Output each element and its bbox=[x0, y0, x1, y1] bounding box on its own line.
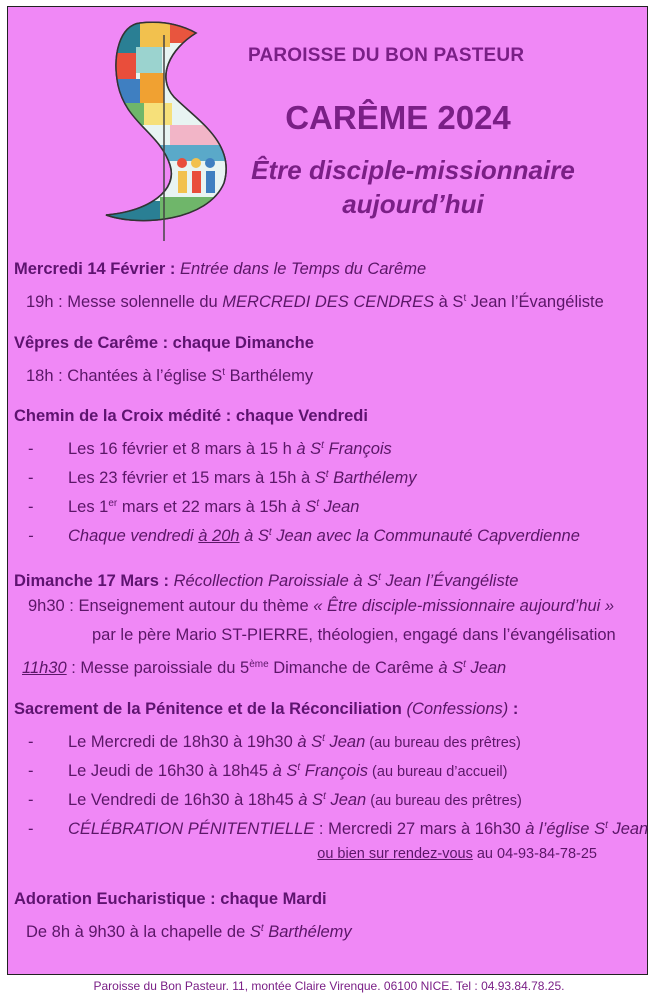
parish-logo bbox=[100, 15, 228, 243]
subtitle-line-2: aujourd’hui bbox=[342, 189, 484, 219]
footer-address: Paroisse du Bon Pasteur. 11, montée Claire Virenque. 06100 NICE. Tel : 04.93.84.78.25. bbox=[93, 979, 565, 993]
page-title: CARÊME 2024 bbox=[285, 99, 511, 136]
list-item: - Les 1er mars et 22 mars à 15h à $S^t$ Jean bbox=[28, 498, 360, 516]
section-heading: Adoration Eucharistique : chaque Mardi bbox=[14, 890, 327, 908]
schedule-line: De 8h à 9h30 à la chapelle de $S^t$ Barthélemy bbox=[26, 923, 352, 941]
poster bbox=[7, 6, 648, 975]
page-subtitle bbox=[248, 153, 578, 221]
section-vespers bbox=[14, 329, 644, 387]
list-item: - Chaque vendredi à 20h à $S^t$ Jean avec la Communauté Capverdienne bbox=[28, 527, 580, 545]
section-heading: Dimanche 17 Mars : Récollection Paroissiale à $S^t$ Jean l’Évangéliste bbox=[14, 572, 519, 590]
appointment-line: ou bien sur rendez-vous au 04-93-84-78-25 bbox=[317, 846, 597, 862]
schedule-line: par le père Mario ST-PIERRE, théologien, engagé dans l’évangélisation bbox=[92, 626, 616, 644]
list-item: - Le Mercredi de 18h30 à 19h30 à $S^t$ Jean (au bureau des prêtres) bbox=[28, 733, 521, 751]
schedule-line: 11h30 : Messe paroissiale du 5ème Dimanche de Carême à $S^t$ Jean bbox=[22, 659, 507, 677]
schedule-line: 9h30 : Enseignement autour du thème « Être disciple-missionnaire aujourd’hui » bbox=[28, 597, 615, 615]
list-item: - Les 23 février et 15 mars à 15h à $S^t$ Barthélemy bbox=[28, 469, 417, 487]
schedule-line: 18h : Chantées à l’église $S^t$ Barthélemy bbox=[26, 367, 314, 385]
section-heading: Sacrement de la Pénitence et de la Réconciliation (Confessions) : bbox=[14, 700, 519, 718]
heading-detail: Entrée dans le Temps du Carême bbox=[180, 260, 427, 278]
parish-name: PAROISSE DU BON PASTEUR bbox=[248, 45, 525, 66]
section-confessions bbox=[14, 695, 649, 869]
section-recollection bbox=[14, 563, 644, 679]
section-way-of-the-cross bbox=[14, 402, 644, 547]
section-heading bbox=[14, 255, 644, 284]
subtitle-line-1: Être disciple-missionnaire bbox=[251, 155, 575, 185]
section-heading: Vêpres de Carême : chaque Dimanche bbox=[14, 334, 314, 352]
list-item: - Le Jeudi de 16h30 à 18h45 à $S^t$ François (au bureau d’accueil) bbox=[28, 762, 508, 780]
section-heading: Chemin de la Croix médité : chaque Vendredi bbox=[14, 407, 368, 425]
heading-label: Mercredi 14 Février : bbox=[14, 260, 176, 278]
list-item: - Le Vendredi de 16h30 à 18h45 à $S^t$ Jean (au bureau des prêtres) bbox=[28, 791, 522, 809]
list-item: - Les 16 février et 8 mars à 15 h à $S^t$ François bbox=[28, 440, 392, 458]
section-adoration bbox=[14, 885, 644, 943]
section-ash-wednesday bbox=[14, 255, 644, 313]
schedule-line: 19h : Messe solennelle du MERCREDI DES CENDRES à $S^t$ Jean l’Évangéliste bbox=[26, 293, 604, 311]
list-item: - CÉLÉBRATION PÉNITENTIELLE : Mercredi 27 mars à 16h30 à l’église $S^t$ Jean bbox=[28, 820, 649, 838]
